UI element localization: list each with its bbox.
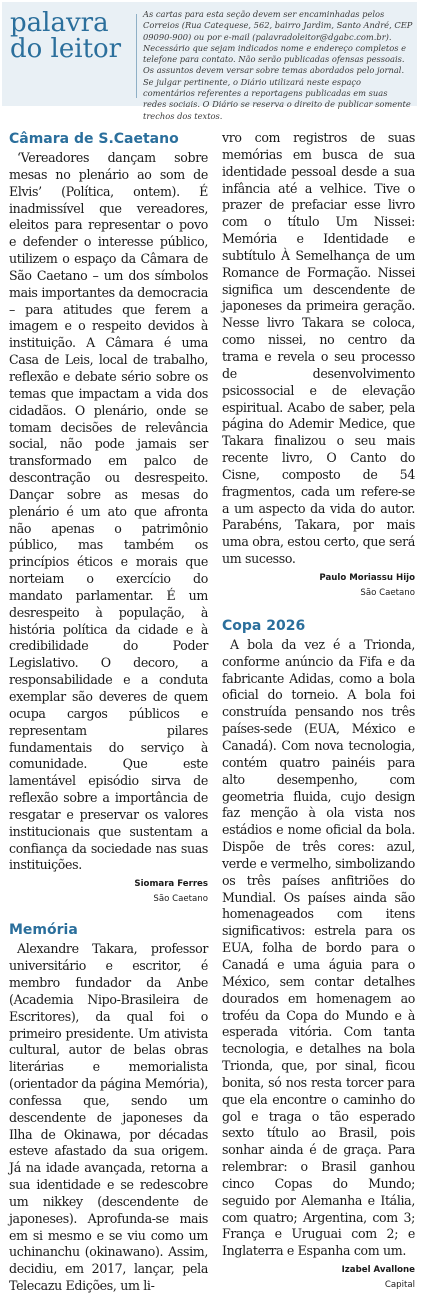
letter-city: Capital bbox=[384, 1280, 415, 1291]
masthead-line-2: do leitor bbox=[10, 34, 122, 64]
letter-body-part1: Alexandre Takara, professor universitário e escritor, é membro fundador da Anbe (Academia Nipo-Brasileira de Escritores), da qual foi o primeiro presidente. Um ativista cultural, autor de belas obras literárias e memorialista (orientador da página Memória), confessa que, sendo um descendente de japoneses da Ilha de Okinawa, por décadas esteve afastado da sua origem. Já na idade avançada, retorna a sua identidade e se redescobre um nikkey (descendente de japoneses). Aprofunda-se mais em si mesmo e se viu como um uchinanchu (okinawano). Assim, decidiu, em 2017, lançar, pela Telecazu Edições, um li- bbox=[9, 941, 208, 1294]
letter-camara bbox=[9, 130, 208, 905]
letter-body-part2: vro com registros de suas memórias em busca de sua identidade pessoal desde a sua infância até a velhice. Tive o prazer de prefaciar esse livro com o título Um Nissei: Memória e Identidade e subtítulo À Semelhança de um Romance de Formação. Nissei significa um descendente de japoneses da primeira geração. Nesse livro Takara se coloca, como nissei, no centro da trama e revela o seu processo de desenvolvimento psicossocial e de elevação espiritual. Acabo de saber, pela página do Ademir Medice, que Takara finalizou o seu mais recente livro, O Canto do Cisne, composto de 54 fragmentos, cada um refere-se a um aspecto da vida do autor. Parabéns, Takara, por mais uma obra, estou certo, que será um sucesso. bbox=[222, 130, 415, 567]
letter-city: São Caetano bbox=[153, 894, 208, 905]
header-divider bbox=[136, 14, 137, 98]
letter-copa bbox=[222, 617, 415, 1291]
letter-body: ‘Vereadores dançam sobre mesas no plenário ao som de Elvis’ (Política, ontem). É inadmissível que vereadores, eleitos para representar o povo e defender o interesse público, utilizem o espaço da Câmara de São Caetano – um dos símbolos mais importantes da democracia – para atitudes que ferem a imagem e o respeito devidos à instituição. A Câmara é uma Casa de Leis, local de trabalho, reflexão e debate sério sobre os temas que impactam a vida dos cidadãos. O plenário, onde se tomam decisões de relevância social, não pode jamais ser transformado em palco de descontração ou desrespeito. Dançar sobre as mesas do plenário é um ato que afronta não apenas o patrimônio público, mas também os princípios éticos e morais que norteiam o exercício do mandato parlamentar. É um desrespeito à população, à história política da cidade e à credibilidade do Poder Legislativo. O decoro, a responsabilidade e a conduta exemplar são deveres de quem ocupa cargos públicos e representam pilares fundamentais do serviço à comunidade. Que este lamentável episódio sirva de reflexão sobre a importância de resgatar e preservar os valores institucionais que sustentam a confiança da sociedade nas suas instituições. bbox=[9, 150, 208, 873]
section-masthead bbox=[10, 10, 132, 62]
submission-notice: As cartas para esta seção devem ser encaminhadas pelos Correios (Rua Catequese, 562, bairro Jardim, Santo André, CEP 09090-900) ou por e-mail (palavradoleitor@dgabc.com.br). Necessário que sejam indicados nome e endereço completos e telefone para contato. Não serão publicadas ofensas pessoais. Os assuntos devem versar sobre temas abordados pelo jornal. Se julgar pertinente, o Diário utilizará neste espaço comentários referentes a reportagens publicadas em suas redes sociais. O Diário se reserva o direito de publicar somente trechos dos textos. bbox=[143, 9, 413, 121]
letter-author: Paulo Moriassu Hijo bbox=[319, 572, 415, 583]
letter-author: Siomara Ferres bbox=[134, 879, 208, 890]
letter-memoria-continued bbox=[222, 130, 415, 599]
letter-title: Copa 2026 bbox=[222, 617, 306, 634]
letter-title: Memória bbox=[9, 922, 78, 939]
letter-city: São Caetano bbox=[360, 587, 415, 598]
letter-author: Izabel Avallone bbox=[341, 1265, 415, 1276]
left-column bbox=[9, 130, 208, 1295]
masthead-line-1: palavra bbox=[10, 8, 109, 38]
letter-memoria bbox=[9, 921, 208, 1295]
letter-body: A bola da vez é a Trionda, conforme anúncio da Fifa e da fabricante Adidas, como a bola oficial do torneio. A bola foi construída pensando nos três países-sede (EUA, México e Canadá). Com nova tecnologia, contém quatro painéis para alto desempenho, com geometria fluida, cujo design faz menção à ola vista nos estádios e nome oficial da bola. Dispõe de três cores: azul, verde e vermelho, simbolizando os três países anfitriões do Mundial. Os países ainda são homenageados com itens significativos: estrela para os EUA, folha de bordo para o Canadá e uma águia para o México, sem contar detalhes dourados em homenagem ao troféu da Copa do Mundo e à esperada vitória. Com tanta tecnologia, e detalhes na bola Trionda, que, por sinal, ficou bonita, só nos resta torcer para que ela encontre o caminho do gol e traga o tão esperado sexto título ao Brasil, pois sonhar ainda é de graça. Para relembrar: o Brasil ganhou cinco Copas do Mundo; seguido por Alemanha e Itália, com quatro; Argentina, com 3; França e Uruguai com 2; e Inglaterra e Espanha com um. bbox=[222, 636, 415, 1259]
right-column bbox=[222, 130, 415, 1291]
letter-title: Câmara de S.Caetano bbox=[9, 131, 179, 147]
